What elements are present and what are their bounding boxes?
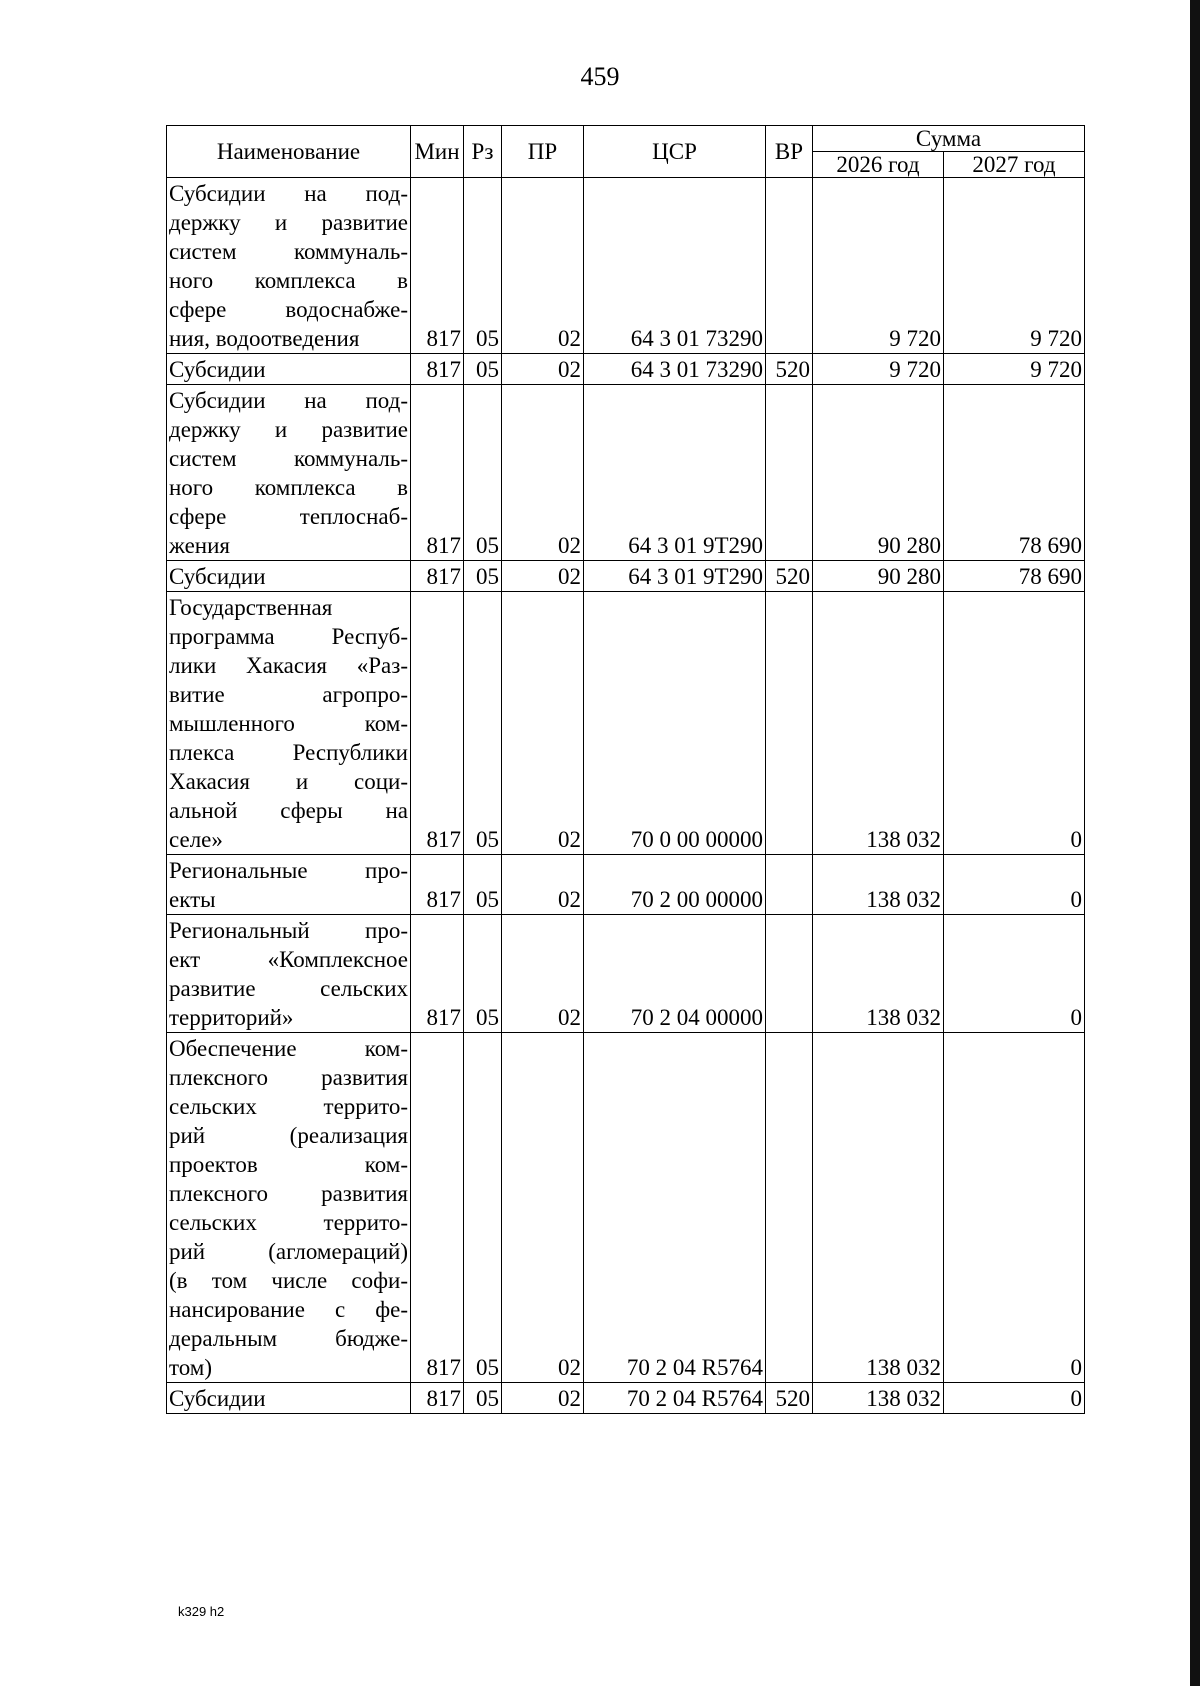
row-name-line: сфере водоснабже-	[169, 297, 408, 322]
table-row	[167, 178, 1085, 354]
row-name	[167, 385, 411, 561]
row-name-line: жения	[169, 533, 230, 558]
row-name-line: плексного развития	[169, 1181, 408, 1206]
row-y2026: 138 032	[813, 855, 944, 915]
row-rz: 05	[464, 1033, 502, 1383]
row-vr: 520	[766, 561, 813, 592]
row-name-line: систем коммуналь-	[169, 239, 408, 264]
header-row-1	[167, 126, 1085, 152]
row-csr: 70 2 04 00000	[584, 915, 766, 1033]
row-y2026: 9 720	[813, 178, 944, 354]
row-pr: 02	[502, 354, 584, 385]
row-name-line: территорий»	[169, 1005, 294, 1030]
header-name: Наименование	[167, 126, 411, 178]
row-pr: 02	[502, 178, 584, 354]
header-year-2026: 2026 год	[813, 152, 944, 178]
row-pr: 02	[502, 1033, 584, 1383]
row-name-line: нансирование с фе-	[169, 1297, 408, 1322]
row-rz: 05	[464, 1383, 502, 1414]
row-name-line: Субсидии на под-	[169, 388, 408, 413]
row-pr: 02	[502, 915, 584, 1033]
row-pr: 02	[502, 855, 584, 915]
budget-table	[166, 125, 1085, 1414]
row-y2026: 138 032	[813, 592, 944, 855]
row-name-line: держку и развитие	[169, 417, 408, 442]
row-name-line: селе»	[169, 827, 223, 852]
row-min: 817	[411, 385, 464, 561]
row-name-line: сфере теплоснаб-	[169, 504, 408, 529]
row-min: 817	[411, 1383, 464, 1414]
row-y2027: 9 720	[944, 178, 1085, 354]
row-vr	[766, 1033, 813, 1383]
row-rz: 05	[464, 855, 502, 915]
row-name-line: Субсидии	[169, 357, 266, 382]
header-sum: Сумма	[813, 126, 1085, 152]
row-name-line: лики Хакасия «Раз-	[169, 653, 408, 678]
row-y2027: 78 690	[944, 385, 1085, 561]
table-row	[167, 385, 1085, 561]
row-vr	[766, 385, 813, 561]
row-y2027: 78 690	[944, 561, 1085, 592]
row-min: 817	[411, 178, 464, 354]
row-vr	[766, 592, 813, 855]
row-name-line: ного комплекса в	[169, 268, 408, 293]
header-rz: Рз	[464, 126, 502, 178]
row-name-line: плексного развития	[169, 1065, 408, 1090]
row-name-line: рий (агломераций)	[169, 1239, 408, 1264]
row-min: 817	[411, 561, 464, 592]
row-name-line: плекса Республики	[169, 740, 408, 765]
row-name-line: сельских террито-	[169, 1094, 408, 1119]
table-body	[167, 178, 1085, 1414]
row-csr: 64 3 01 9Т290	[584, 385, 766, 561]
row-vr: 520	[766, 1383, 813, 1414]
row-y2026: 138 032	[813, 1383, 944, 1414]
row-name	[167, 354, 411, 385]
row-csr: 64 3 01 73290	[584, 178, 766, 354]
row-vr	[766, 915, 813, 1033]
row-name-line: мышленного ком-	[169, 711, 408, 736]
row-vr: 520	[766, 354, 813, 385]
row-name-line: рий (реализация	[169, 1123, 408, 1148]
row-name-line: Государственная	[169, 595, 333, 620]
row-name-line: том)	[169, 1355, 213, 1380]
row-name-line: ния, водоотведения	[169, 326, 360, 351]
row-rz: 05	[464, 592, 502, 855]
row-name	[167, 561, 411, 592]
row-y2026: 138 032	[813, 1033, 944, 1383]
row-csr: 70 2 04 R5764	[584, 1383, 766, 1414]
row-csr: 64 3 01 9Т290	[584, 561, 766, 592]
row-name-line: систем коммуналь-	[169, 446, 408, 471]
footer-code: k329 h2	[178, 1604, 225, 1619]
row-name	[167, 592, 411, 855]
row-csr: 64 3 01 73290	[584, 354, 766, 385]
header-year-2027: 2027 год	[944, 152, 1085, 178]
row-min: 817	[411, 354, 464, 385]
table-row	[167, 855, 1085, 915]
row-y2026: 9 720	[813, 354, 944, 385]
table-row	[167, 354, 1085, 385]
row-name-line: Хакасия и соци-	[169, 769, 408, 794]
row-csr: 70 2 04 R5764	[584, 1033, 766, 1383]
row-pr: 02	[502, 561, 584, 592]
row-y2027: 0	[944, 1383, 1085, 1414]
row-name-line: Субсидии	[169, 1386, 266, 1411]
row-rz: 05	[464, 354, 502, 385]
row-name	[167, 915, 411, 1033]
row-rz: 05	[464, 915, 502, 1033]
row-vr	[766, 178, 813, 354]
row-y2026: 90 280	[813, 561, 944, 592]
row-min: 817	[411, 592, 464, 855]
row-name-line: развитие сельских	[169, 976, 408, 1001]
table-row	[167, 915, 1085, 1033]
row-min: 817	[411, 1033, 464, 1383]
header-min: Мин	[411, 126, 464, 178]
row-rz: 05	[464, 385, 502, 561]
row-name-line: Региональный про-	[169, 918, 408, 943]
row-name-line: Региональные про-	[169, 858, 408, 883]
row-name	[167, 1033, 411, 1383]
row-name-line: Субсидии на под-	[169, 181, 408, 206]
row-csr: 70 2 00 00000	[584, 855, 766, 915]
row-y2027: 9 720	[944, 354, 1085, 385]
row-rz: 05	[464, 561, 502, 592]
row-pr: 02	[502, 1383, 584, 1414]
row-name	[167, 855, 411, 915]
table-row	[167, 1033, 1085, 1383]
row-y2027: 0	[944, 592, 1085, 855]
row-rz: 05	[464, 178, 502, 354]
table-row	[167, 1383, 1085, 1414]
scan-edge	[1190, 0, 1200, 1686]
row-name-line: ного комплекса в	[169, 475, 408, 500]
header-vr: ВР	[766, 126, 813, 178]
header-csr: ЦСР	[584, 126, 766, 178]
row-y2027: 0	[944, 1033, 1085, 1383]
row-name	[167, 1383, 411, 1414]
row-csr: 70 0 00 00000	[584, 592, 766, 855]
row-y2026: 90 280	[813, 385, 944, 561]
row-name-line: программа Респуб-	[169, 624, 408, 649]
row-vr	[766, 855, 813, 915]
row-name-line: витие агропро-	[169, 682, 408, 707]
row-name-line: Субсидии	[169, 564, 266, 589]
row-name-line: держку и развитие	[169, 210, 408, 235]
row-name-line: ект «Комплексное	[169, 947, 408, 972]
header-pr: ПР	[502, 126, 584, 178]
row-min: 817	[411, 855, 464, 915]
row-y2027: 0	[944, 915, 1085, 1033]
row-y2026: 138 032	[813, 915, 944, 1033]
row-min: 817	[411, 915, 464, 1033]
row-name-line: (в том числе софи-	[169, 1268, 408, 1293]
row-pr: 02	[502, 385, 584, 561]
row-y2027: 0	[944, 855, 1085, 915]
table-row	[167, 561, 1085, 592]
row-name-line: сельских террито-	[169, 1210, 408, 1235]
row-name-line: проектов ком-	[169, 1152, 408, 1177]
row-name-line: альной сферы на	[169, 798, 408, 823]
row-name-line: Обеспечение ком-	[169, 1036, 408, 1061]
table-row	[167, 592, 1085, 855]
row-name-line: екты	[169, 887, 216, 912]
row-name	[167, 178, 411, 354]
page-number: 459	[580, 62, 620, 91]
row-pr: 02	[502, 592, 584, 855]
row-name-line: деральным бюдже-	[169, 1326, 408, 1351]
